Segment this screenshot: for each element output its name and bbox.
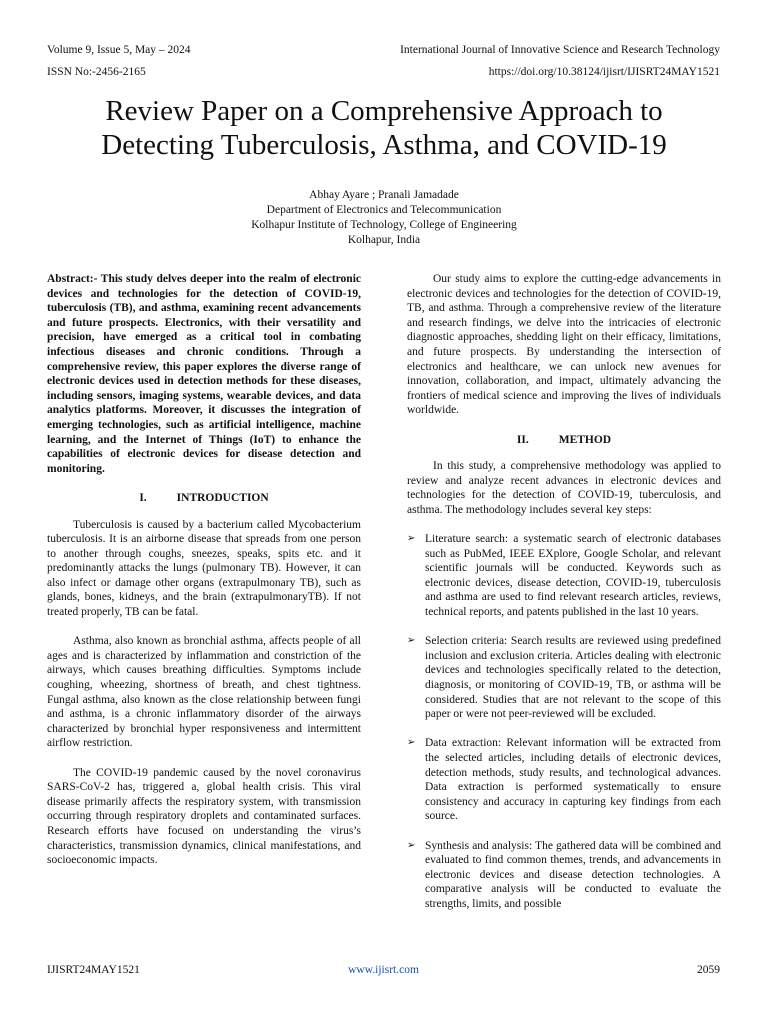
author-department: Department of Electronics and Telecommunication bbox=[266, 204, 502, 216]
arrow-bullet-icon: ➢ bbox=[407, 737, 416, 749]
step-text: Literature search: a systematic search of electronic databases such as PubMed, IEEE EXplore, Google Scholar, and relevant scientific journals will be conducted. Keywords such as electronic devices, disease detection, COVID-19, tuberculosis and asthma are used to find relevant research articles, reviews, technical reports, and patents published in the last 10 years. bbox=[425, 533, 721, 619]
section-number: II. bbox=[516, 433, 529, 446]
intro-paragraph-covid: The COVID-19 pandemic caused by the novel coronavirus SARS-CoV-2 has, triggered a, global health crisis. This viral disease primarily affects the respiratory system, with transmission occurring through respiratory droplets and contaminated surfaces. Research efforts have focused on understanding the virus’s characteristics, transmission dynamics, clinical manifestations, and socioeconomic impacts. bbox=[47, 766, 361, 867]
step-text: Synthesis and analysis: The gathered data will be combined and evaluated to find common themes, trends, and advancements in electronic devices and disease detection technologies. A comparative analysis will be conducted to evaluate the strengths, limits, and possible bbox=[425, 839, 721, 910]
section-title: METHOD bbox=[558, 433, 612, 446]
page-number: 2059 bbox=[697, 964, 720, 976]
title-line-1: Review Paper on a Comprehensive Approach to bbox=[105, 95, 663, 127]
study-aim-paragraph: Our study aims to explore the cutting-edge advancements in electronic devices and technologies for the detection of COVID-19, TB, and asthma. Through a comprehensive review of the literature and research findings, we delve into the intricacies of electronic diagnostic approaches, shedding light on their efficacy, limitations, and future prospects. By understanding the intersection of electronics and healthcare, we can unlock new avenues for innovation, collaboration, and impact, ultimately advancing the frontiers of medical science and improving the lives of individuals worldwide. bbox=[407, 273, 721, 417]
issn: ISSN No:-2456-2165 bbox=[47, 66, 146, 78]
section-heading-introduction bbox=[47, 491, 361, 506]
section-title: INTRODUCTION bbox=[176, 491, 269, 504]
right-column bbox=[407, 272, 721, 926]
journal-website-link[interactable]: www.ijisrt.com bbox=[348, 964, 419, 976]
author-block bbox=[100, 188, 668, 248]
intro-paragraph-asthma: Asthma, also known as bronchial asthma, affects people of all ages and is characterized by inflammation and constriction of the airways, which causes breathing difficulties. Symptoms include coughing, wheezing, shortness of breath, and chest tightness. Fungal asthma, also known as the close relationship between fungi and asthma, is a chronic inflammatory disorder of the airways characterized by bronchial hyper responsiveness and intermittent airflow restriction. bbox=[47, 635, 361, 750]
list-item bbox=[407, 839, 721, 912]
step-text: Data extraction: Relevant information will be extracted from the selected articles, including details of electronic devices, detection methods, study results, and technological advances. Data extraction is performed systematically to ensure consistency and accuracy in capturing key findings from each source. bbox=[425, 737, 721, 823]
arrow-bullet-icon: ➢ bbox=[407, 533, 416, 545]
left-column bbox=[47, 272, 361, 882]
method-intro-paragraph: In this study, a comprehensive methodology was applied to review and analyze recent advances in electronic devices and technologies for the detection of COVID-19, tuberculosis, and asthma. The methodology includes several key steps: bbox=[407, 460, 721, 516]
paper-id: IJISRT24MAY1521 bbox=[47, 964, 140, 976]
running-header-bottom bbox=[47, 66, 720, 78]
list-item bbox=[407, 634, 721, 722]
author-institute: Kolhapur Institute of Technology, College of Engineering bbox=[251, 219, 517, 231]
volume-info: Volume 9, Issue 5, May – 2024 bbox=[47, 44, 191, 56]
arrow-bullet-icon: ➢ bbox=[407, 635, 416, 647]
list-item bbox=[407, 532, 721, 620]
title-line-2: Detecting Tuberculosis, Asthma, and COVID-19 bbox=[101, 129, 667, 161]
paper-title bbox=[40, 94, 728, 162]
author-names: Abhay Ayare ; Pranali Jamadade bbox=[309, 189, 459, 201]
section-heading-method bbox=[407, 433, 721, 448]
author-location: Kolhapur, India bbox=[347, 234, 421, 246]
running-header-top bbox=[47, 44, 720, 56]
section-number: I. bbox=[139, 491, 147, 504]
abstract: Abstract:- This study delves deeper into the realm of electronic devices and technologies for the detection of COVID-19, tuberculosis (TB), and asthma, examining recent advancements and future prospects. Electronics, with their versatility and precision, have emerged as a critical tool in combating infectious diseases and chronic conditions. Through a comprehensive review, this paper explores the diverse range of electronic devices used in detection methods for these diseases, including sensors, imaging systems, wearable devices, and data analytics platforms. Moreover, it discusses the integration of emerging technologies, such as artificial intelligence, machine learning, and the Internet of Things (IoT) to enhance the capabilities of electronic devices for disease detection and monitoring. bbox=[47, 273, 361, 475]
arrow-bullet-icon: ➢ bbox=[407, 839, 416, 851]
journal-name: International Journal of Innovative Science and Research Technology bbox=[400, 44, 720, 56]
step-text: Selection criteria: Search results are reviewed using predefined inclusion and exclusion criteria. Articles dealing with electronic devices and technologies specifically related to the detection, diagnosis, or monitoring of COVID-19, TB, or asthma will be considered. Studies that are not relevant to the scope of this paper or were not peer-reviewed will be excluded. bbox=[425, 635, 721, 721]
intro-paragraph-tb: Tuberculosis is caused by a bacterium called Mycobacterium tuberculosis. It is an airborne disease that spreads from one person to another through coughs, sneezes, speaks, spits etc. and it predominantly attacks the lungs (pulmonary TB). However, it can also infect or damage other organs (extrapulmonary TB), such as glands, bones, kidneys, and the brain (extrapulmonaryTB). If not treated properly, TB can be fatal. bbox=[47, 518, 361, 619]
doi-link[interactable]: https://doi.org/10.38124/ijisrt/IJISRT24MAY1521 bbox=[488, 66, 720, 78]
list-item bbox=[407, 736, 721, 824]
method-steps-list bbox=[407, 532, 721, 911]
